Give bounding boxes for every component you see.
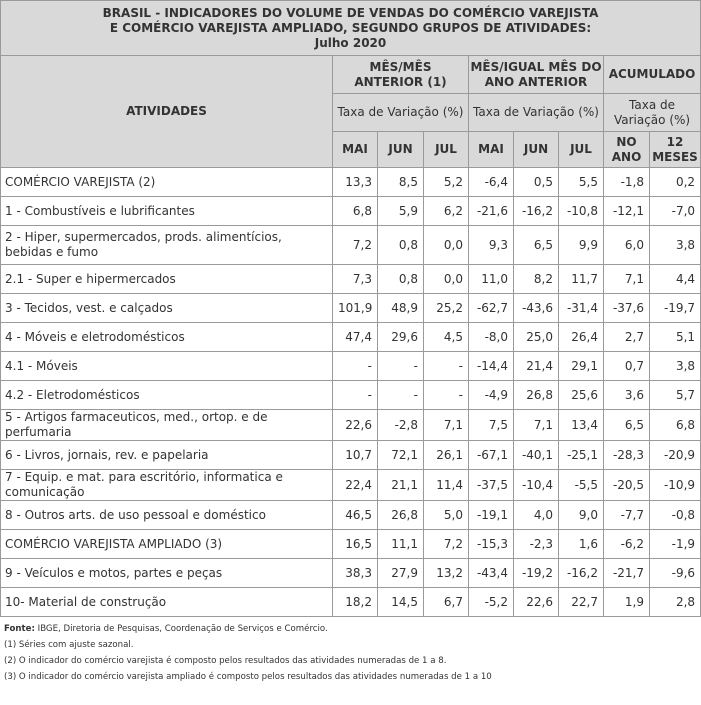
value-cell: -2,3 bbox=[514, 530, 559, 559]
value-cell: -8,0 bbox=[469, 323, 514, 352]
value-cell: 7,1 bbox=[514, 410, 559, 441]
header-group-accumulated: ACUMULADO bbox=[604, 56, 701, 94]
table-row bbox=[1, 352, 701, 381]
table-row bbox=[1, 588, 701, 617]
value-cell: 13,3 bbox=[333, 168, 378, 197]
value-cell: 9,3 bbox=[469, 226, 514, 265]
value-cell: 8,5 bbox=[378, 168, 424, 197]
footnote-2: (2) O indicador do comércio varejista é composto pelos resultados das atividades numeradas de 1 a 8. bbox=[4, 656, 447, 666]
value-cell: 22,7 bbox=[559, 588, 604, 617]
table-row bbox=[1, 559, 701, 588]
footnote-source-text: IBGE, Diretoria de Pesquisas, Coordenação de Serviços e Comércio. bbox=[34, 624, 328, 634]
value-cell: -43,6 bbox=[514, 294, 559, 323]
value-cell: 26,4 bbox=[559, 323, 604, 352]
value-cell: -16,2 bbox=[559, 559, 604, 588]
value-cell: 29,1 bbox=[559, 352, 604, 381]
value-cell: -10,8 bbox=[559, 197, 604, 226]
value-cell: 38,3 bbox=[333, 559, 378, 588]
value-cell: 29,6 bbox=[378, 323, 424, 352]
row-label: 6 - Livros, jornais, rev. e papelaria bbox=[1, 441, 333, 470]
value-cell: 3,6 bbox=[604, 381, 650, 410]
value-cell: 5,1 bbox=[650, 323, 701, 352]
header-12-meses-line1: 12 bbox=[666, 134, 684, 149]
table-title bbox=[1, 1, 701, 56]
value-cell: -14,4 bbox=[469, 352, 514, 381]
value-cell: 26,8 bbox=[378, 501, 424, 530]
value-cell: 7,5 bbox=[469, 410, 514, 441]
value-cell: -5,5 bbox=[559, 470, 604, 501]
header-rate-month-prev: Taxa de Variação (%) bbox=[333, 94, 469, 132]
row-label: 10- Material de construção bbox=[1, 588, 333, 617]
table-row bbox=[1, 294, 701, 323]
value-cell: 10,7 bbox=[333, 441, 378, 470]
value-cell: - bbox=[424, 381, 469, 410]
row-label: 4.1 - Móveis bbox=[1, 352, 333, 381]
value-cell: 8,2 bbox=[514, 265, 559, 294]
header-12-meses bbox=[650, 132, 701, 168]
value-cell: -1,8 bbox=[604, 168, 650, 197]
value-cell: 4,0 bbox=[514, 501, 559, 530]
value-cell: -9,6 bbox=[650, 559, 701, 588]
value-cell: 16,5 bbox=[333, 530, 378, 559]
value-cell: 7,1 bbox=[604, 265, 650, 294]
value-cell: 25,6 bbox=[559, 381, 604, 410]
value-cell: 5,0 bbox=[424, 501, 469, 530]
value-cell: 11,7 bbox=[559, 265, 604, 294]
value-cell: 4,4 bbox=[650, 265, 701, 294]
value-cell: 0,5 bbox=[514, 168, 559, 197]
value-cell: -20,9 bbox=[650, 441, 701, 470]
header-group-year-prev-line2: ANO ANTERIOR bbox=[484, 74, 588, 89]
table-row bbox=[1, 530, 701, 559]
value-cell: 9,0 bbox=[559, 501, 604, 530]
row-label: 1 - Combustíveis e lubrificantes bbox=[1, 197, 333, 226]
value-cell: 22,4 bbox=[333, 470, 378, 501]
value-cell: 0,7 bbox=[604, 352, 650, 381]
value-cell: 18,2 bbox=[333, 588, 378, 617]
header-month-jul-2: JUL bbox=[559, 132, 604, 168]
table-row bbox=[1, 265, 701, 294]
table-row bbox=[1, 323, 701, 352]
title-line-1: BRASIL - INDICADORES DO VOLUME DE VENDAS DO COMÉRCIO VAREJISTA bbox=[102, 5, 599, 20]
table-row bbox=[1, 226, 701, 265]
value-cell: 13,2 bbox=[424, 559, 469, 588]
value-cell: 6,8 bbox=[650, 410, 701, 441]
value-cell: -6,4 bbox=[469, 168, 514, 197]
value-cell: 21,4 bbox=[514, 352, 559, 381]
header-no-ano-line1: NO bbox=[616, 134, 637, 149]
header-month-jul-1: JUL bbox=[424, 132, 469, 168]
header-no-ano bbox=[604, 132, 650, 168]
value-cell: -40,1 bbox=[514, 441, 559, 470]
header-month-jun-1: JUN bbox=[378, 132, 424, 168]
value-cell: 0,0 bbox=[424, 226, 469, 265]
value-cell: -21,6 bbox=[469, 197, 514, 226]
header-group-year-prev-line1: MÊS/IGUAL MÊS DO bbox=[470, 59, 602, 74]
footnote-3: (3) O indicador do comércio varejista ampliado é composto pelos resultados das atividades numeradas de 1 a 10 bbox=[4, 672, 492, 682]
value-cell: -15,3 bbox=[469, 530, 514, 559]
value-cell: -2,8 bbox=[378, 410, 424, 441]
value-cell: 4,5 bbox=[424, 323, 469, 352]
value-cell: -6,2 bbox=[604, 530, 650, 559]
header-rate-accumulated-line1: Taxa de bbox=[629, 97, 675, 112]
value-cell: 0,8 bbox=[378, 265, 424, 294]
header-group-month-prev-line1: MÊS/MÊS bbox=[369, 59, 432, 74]
header-12-meses-line2: MESES bbox=[652, 149, 698, 164]
value-cell: 3,8 bbox=[650, 352, 701, 381]
value-cell: 2,7 bbox=[604, 323, 650, 352]
value-cell: 21,1 bbox=[378, 470, 424, 501]
value-cell: 6,7 bbox=[424, 588, 469, 617]
footnote-source bbox=[4, 621, 701, 637]
title-line-3: Julho 2020 bbox=[314, 35, 387, 50]
value-cell: -1,9 bbox=[650, 530, 701, 559]
value-cell: -12,1 bbox=[604, 197, 650, 226]
table-row bbox=[1, 410, 701, 441]
footnote-source-label: Fonte: bbox=[4, 624, 35, 634]
value-cell: - bbox=[378, 381, 424, 410]
value-cell: 1,9 bbox=[604, 588, 650, 617]
value-cell: -43,4 bbox=[469, 559, 514, 588]
header-group-month-prev bbox=[333, 56, 469, 94]
value-cell: -5,2 bbox=[469, 588, 514, 617]
value-cell: -20,5 bbox=[604, 470, 650, 501]
value-cell: 0,0 bbox=[424, 265, 469, 294]
value-cell: -67,1 bbox=[469, 441, 514, 470]
value-cell: 7,3 bbox=[333, 265, 378, 294]
value-cell: -4,9 bbox=[469, 381, 514, 410]
value-cell: -0,8 bbox=[650, 501, 701, 530]
value-cell: - bbox=[378, 352, 424, 381]
table-row bbox=[1, 197, 701, 226]
value-cell: 6,2 bbox=[424, 197, 469, 226]
value-cell: 27,9 bbox=[378, 559, 424, 588]
value-cell: -37,5 bbox=[469, 470, 514, 501]
row-label: 5 - Artigos farmaceuticos, med., ortop. e de perfumaria bbox=[1, 410, 333, 441]
value-cell: -19,7 bbox=[650, 294, 701, 323]
footnotes bbox=[0, 621, 701, 685]
row-label: 2.1 - Super e hipermercados bbox=[1, 265, 333, 294]
row-label: 7 - Equip. e mat. para escritório, informatica e comunicação bbox=[1, 470, 333, 501]
value-cell: 6,8 bbox=[333, 197, 378, 226]
value-cell: 0,8 bbox=[378, 226, 424, 265]
value-cell: 25,0 bbox=[514, 323, 559, 352]
value-cell: 6,5 bbox=[604, 410, 650, 441]
value-cell: 47,4 bbox=[333, 323, 378, 352]
value-cell: -19,2 bbox=[514, 559, 559, 588]
value-cell: 11,1 bbox=[378, 530, 424, 559]
value-cell: 11,4 bbox=[424, 470, 469, 501]
value-cell: -62,7 bbox=[469, 294, 514, 323]
value-cell: 48,9 bbox=[378, 294, 424, 323]
header-no-ano-line2: ANO bbox=[611, 149, 642, 164]
header-group-year-prev bbox=[469, 56, 604, 94]
table-row bbox=[1, 441, 701, 470]
value-cell: 6,5 bbox=[514, 226, 559, 265]
value-cell: 5,7 bbox=[650, 381, 701, 410]
value-cell: -7,7 bbox=[604, 501, 650, 530]
header-month-mai-1: MAI bbox=[333, 132, 378, 168]
value-cell: 5,5 bbox=[559, 168, 604, 197]
value-cell: -37,6 bbox=[604, 294, 650, 323]
value-cell: -16,2 bbox=[514, 197, 559, 226]
header-group-month-prev-line2: ANTERIOR (1) bbox=[354, 74, 447, 89]
value-cell: 2,8 bbox=[650, 588, 701, 617]
value-cell: 7,1 bbox=[424, 410, 469, 441]
title-line-2: E COMÉRCIO VAREJISTA AMPLIADO, SEGUNDO GRUPOS DE ATIVIDADES: bbox=[109, 20, 592, 35]
value-cell: 7,2 bbox=[333, 226, 378, 265]
value-cell: 14,5 bbox=[378, 588, 424, 617]
value-cell: 11,0 bbox=[469, 265, 514, 294]
header-month-jun-2: JUN bbox=[514, 132, 559, 168]
value-cell: 1,6 bbox=[559, 530, 604, 559]
table-row bbox=[1, 501, 701, 530]
value-cell: -10,9 bbox=[650, 470, 701, 501]
value-cell: 13,4 bbox=[559, 410, 604, 441]
value-cell: 26,8 bbox=[514, 381, 559, 410]
value-cell: 5,2 bbox=[424, 168, 469, 197]
value-cell: - bbox=[333, 352, 378, 381]
value-cell: 9,9 bbox=[559, 226, 604, 265]
value-cell: 5,9 bbox=[378, 197, 424, 226]
row-label: 3 - Tecidos, vest. e calçados bbox=[1, 294, 333, 323]
table-row bbox=[1, 470, 701, 501]
value-cell: - bbox=[333, 381, 378, 410]
value-cell: 22,6 bbox=[333, 410, 378, 441]
value-cell: -28,3 bbox=[604, 441, 650, 470]
header-atividades: ATIVIDADES bbox=[1, 56, 333, 168]
value-cell: -21,7 bbox=[604, 559, 650, 588]
row-label: 4 - Móveis e eletrodomésticos bbox=[1, 323, 333, 352]
table-row bbox=[1, 381, 701, 410]
value-cell: - bbox=[424, 352, 469, 381]
value-cell: 26,1 bbox=[424, 441, 469, 470]
header-rate-accumulated bbox=[604, 94, 701, 132]
value-cell: 0,2 bbox=[650, 168, 701, 197]
header-rate-accumulated-line2: Variação (%) bbox=[613, 112, 691, 127]
value-cell: 25,2 bbox=[424, 294, 469, 323]
header-rate-year-prev: Taxa de Variação (%) bbox=[469, 94, 604, 132]
table-row bbox=[1, 168, 701, 197]
value-cell: 101,9 bbox=[333, 294, 378, 323]
value-cell: 3,8 bbox=[650, 226, 701, 265]
value-cell: -31,4 bbox=[559, 294, 604, 323]
value-cell: -10,4 bbox=[514, 470, 559, 501]
value-cell: 7,2 bbox=[424, 530, 469, 559]
value-cell: -25,1 bbox=[559, 441, 604, 470]
value-cell: 22,6 bbox=[514, 588, 559, 617]
header-month-mai-2: MAI bbox=[469, 132, 514, 168]
row-label: 2 - Hiper, supermercados, prods. alimentícios, bebidas e fumo bbox=[1, 226, 333, 265]
value-cell: -7,0 bbox=[650, 197, 701, 226]
row-label: COMÉRCIO VAREJISTA (2) bbox=[1, 168, 333, 197]
row-label: COMÉRCIO VAREJISTA AMPLIADO (3) bbox=[1, 530, 333, 559]
value-cell: 6,0 bbox=[604, 226, 650, 265]
value-cell: 46,5 bbox=[333, 501, 378, 530]
row-label: 8 - Outros arts. de uso pessoal e doméstico bbox=[1, 501, 333, 530]
row-label: 4.2 - Eletrodomésticos bbox=[1, 381, 333, 410]
footnote-1: (1) Séries com ajuste sazonal. bbox=[4, 640, 134, 650]
value-cell: 72,1 bbox=[378, 441, 424, 470]
value-cell: -19,1 bbox=[469, 501, 514, 530]
row-label: 9 - Veículos e motos, partes e peças bbox=[1, 559, 333, 588]
